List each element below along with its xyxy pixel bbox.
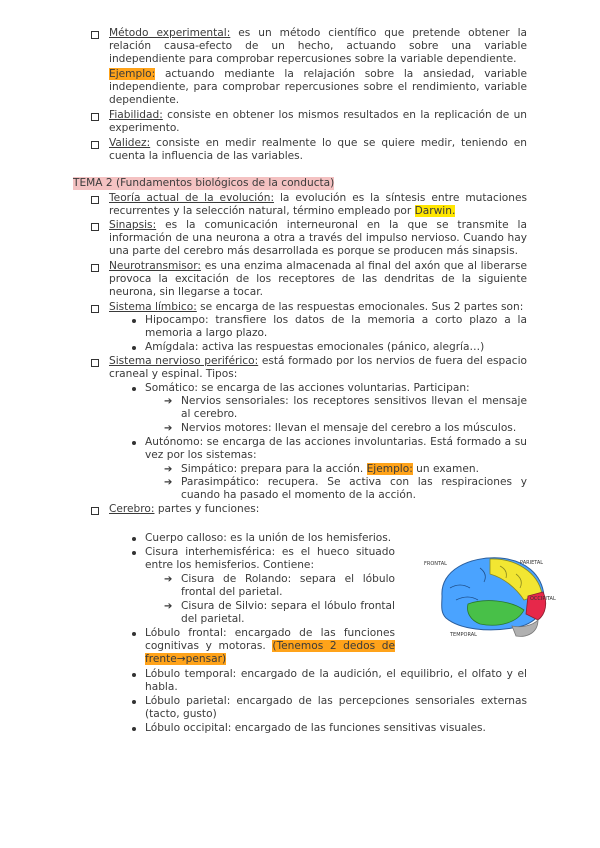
validez-term: Validez: [109,137,151,149]
brain-label-occipital: OCCIPITAL [530,596,556,602]
bullet-icon [132,537,136,541]
amigdala-item: Amígdala: activa las respuestas emocionales (pánico, alegría…) [145,341,485,353]
arrow-icon: ➔ [164,574,173,585]
bullet-icon [132,700,136,704]
checkbox-icon [91,264,99,272]
arrow-icon: ➔ [164,601,173,612]
ejemplo-text: actuando mediante la relajación sobre la ansiedad, variable independiente, para comprobar repercusiones sobre el rendimiento, variable dependiente. [109,68,527,106]
bullet-icon [132,319,136,323]
fiabilidad-paragraph [109,109,527,135]
checkbox-icon [91,31,99,39]
limbico-term: Sistema límbico: [109,301,197,313]
checkbox-icon [91,359,99,367]
periferico-term: Sistema nervioso periférico: [109,355,259,367]
frontal-highlight: (Tenemos 2 dedos de frente→pensar) [145,640,395,665]
simpatico-ejemplo: Ejemplo: [366,463,413,475]
parasimpatico-item: Parasimpático: recupera. Se activa con las respiraciones y cuando ha pasado el momento de la acción. [181,476,527,501]
sensoriales-item: Nervios sensoriales: los receptores sensitivos llevan el mensaje al cerebro. [181,395,527,420]
frontal-text: Lóbulo frontal: encargado de las funciones cognitivas y motoras. [145,627,395,652]
cisura-item: Cisura interhemisférica: es el hueco situado entre los hemisferios. Contiene: [145,546,395,571]
temporal-item: Lóbulo temporal: encargado de la audición, el equilibrio, el olfato y el habla. [145,668,527,693]
arrow-icon: ➔ [164,423,173,434]
checkbox-icon [91,507,99,515]
section-heading: TEMA 2 (Fundamentos biológicos de la conducta) [73,177,335,189]
neuro-paragraph [109,260,527,299]
limbico-paragraph [109,301,527,314]
periferico-paragraph [109,355,527,381]
checkbox-icon [91,196,99,204]
teoria-text: la evolución es la síntesis entre mutaciones recurrentes y la selección natural, término empleado por [109,192,527,217]
bullet-icon [132,727,136,731]
bullet-icon [132,441,136,445]
bullet-icon [132,673,136,677]
checkbox-icon [91,305,99,313]
brain-label-frontal: FRONTAL [424,561,447,567]
simpatico-text: Simpático: prepara para la acción. [181,463,367,475]
darwin-highlight: Darwin. [414,205,456,217]
cerebro-paragraph [109,503,527,516]
fiabilidad-text: consiste en obtener los mismos resultados en la replicación de un experimento. [109,109,527,134]
silvio-item: Cisura de Silvio: separa el lóbulo frontal del parietal. [181,600,395,625]
simpatico-item [181,463,527,476]
brain-label-temporal: TEMPORAL [450,632,477,638]
checkbox-icon [91,113,99,121]
frontal-item [145,627,395,666]
cerebro-term: Cerebro: [109,503,155,515]
checkbox-icon [91,141,99,149]
periferico-text: está formado por los nervios de fuera del espacio craneal y espinal. Tipos: [109,355,527,380]
parietal-item: Lóbulo parietal: encargado de las percepciones sensoriales externas (tacto, gusto) [145,695,527,720]
arrow-icon: ➔ [164,477,173,488]
arrow-icon: ➔ [164,396,173,407]
metodo-paragraph [109,27,527,66]
teoria-paragraph [109,192,527,218]
autonomo-item: Autónomo: se encarga de las acciones involuntarias. Está formado a su vez por los sistemas: [145,436,527,461]
simpatico-rest: un examen. [412,463,479,475]
bullet-icon [132,387,136,391]
arrow-icon: ➔ [164,464,173,475]
bullet-icon [132,632,136,636]
fiabilidad-term: Fiabilidad: [109,109,163,121]
bullet-icon [132,551,136,555]
neuro-text: es una enzima almacenada al final del axón que al liberarse provoca la excitación de los receptores de las dendritas de la siguiente neurona, sin llegarse a tocar. [109,260,527,298]
ejemplo-highlight: Ejemplo: [109,68,156,80]
neuro-term: Neurotransmisor: [109,260,201,272]
sinapsis-term: Sinapsis: [109,219,157,231]
limbico-text: se encarga de las respuestas emocionales. Sus 2 partes son: [196,301,524,313]
bullet-icon [132,346,136,350]
validez-text: consiste en medir realmente lo que se quiere medir, teniendo en cuenta la influencia de las variables. [109,137,527,162]
metodo-text: es un método científico que pretende obtener la relación causa-efecto de un hecho, actuando sobre una variable independiente para comprobar repercusiones sobre la variable dependiente. [109,27,528,65]
sinapsis-paragraph [109,219,527,258]
ejemplo-paragraph [109,68,527,107]
rolando-item: Cisura de Rolando: separa el lóbulo frontal del parietal. [181,573,395,598]
validez-paragraph [109,137,527,163]
metodo-term: Método experimental: [109,27,231,39]
brain-illustration [420,548,560,648]
calloso-item: Cuerpo calloso: es la unión de los hemisferios. [145,532,392,544]
sinapsis-text: es la comunicación interneuronal en la que se transmite la información de una neurona a otra a través del impulso nervioso. Cuando hay una parte del cerebro más desarrollada es porque se producen más sinapsis. [109,219,527,257]
occipital-item: Lóbulo occipital: encargado de las funciones sensitivas visuales. [145,722,486,734]
hipocampo-item: Hipocampo: transfiere los datos de la memoria a corto plazo a la memoria a largo plazo. [145,314,527,339]
brain-label-parietal: PARIETAL [520,560,544,566]
checkbox-icon [91,223,99,231]
teoria-term: Teoría actual de la evolución: [109,192,275,204]
motores-item: Nervios motores: llevan el mensaje del cerebro a los músculos. [181,422,517,434]
somatico-item: Somático: se encarga de las acciones voluntarias. Participan: [145,382,470,394]
cerebro-text: partes y funciones: [154,503,260,515]
